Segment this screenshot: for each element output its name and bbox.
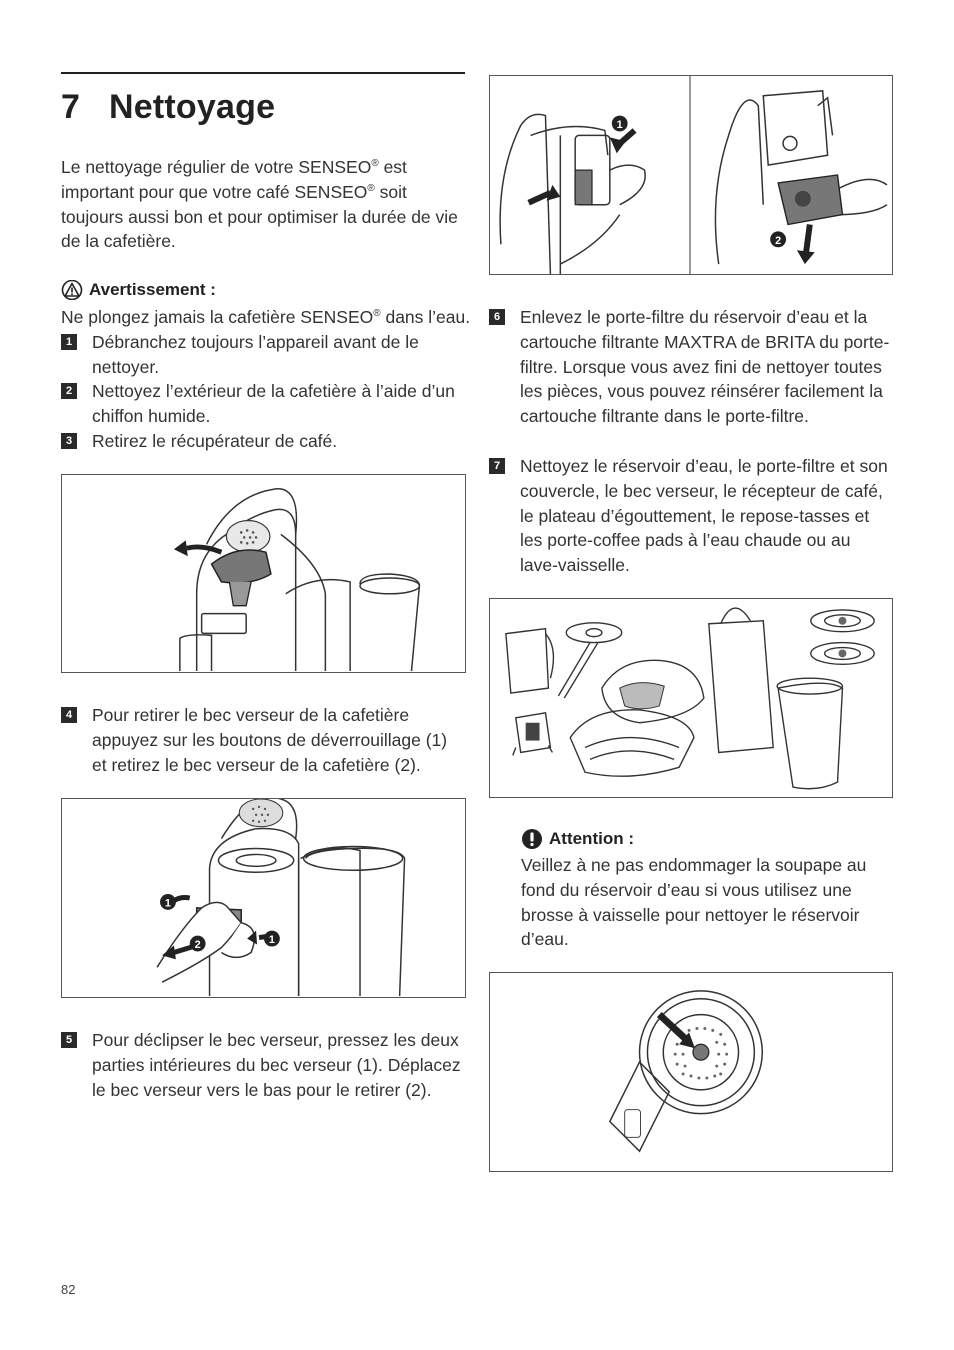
callout-2: [190, 936, 206, 952]
warning-label: Avertissement :: [89, 280, 216, 299]
step-4: [61, 703, 466, 777]
attention-text: Veillez à ne pas endommager la soupape au fond du réservoir d’eau si vous utilisez une brosse à vaisselle pour nettoyer le réservoir d’eau.: [521, 855, 867, 950]
section-title: [61, 88, 275, 127]
warning-triangle-icon: [61, 280, 83, 300]
section-title-text: Nettoyage: [109, 88, 276, 126]
step-text: Enlevez le porte-filtre du réservoir d’eau et la cartouche filtrante MAXTRA de BRITA du porte-filtre. Lorsque vous avez fini de nettoyer toutes les pièces, vous pouvez réinsérer facilement la cartouche filtrante dans le porte-filtre.: [520, 307, 890, 427]
page-number: 82: [61, 1282, 76, 1297]
exclamation-icon: [521, 828, 543, 850]
removable-parts-illustration: [490, 599, 892, 797]
step-number: 6: [489, 309, 505, 325]
figure-remove-spout: [61, 798, 466, 998]
svg-text:2: 2: [775, 234, 782, 247]
figure-removable-parts: [489, 598, 893, 798]
intro-paragraph: Le nettoyage régulier de votre SENSEO® est important pour que votre café SENSEO® soit toujours aussi bon et pour optimiser la durée de vie de la cafetière.: [61, 157, 458, 252]
step-7: [489, 454, 893, 578]
step-text: Nettoyez l’extérieur de la cafetière à l’aide d’un chiffon humide.: [92, 381, 455, 426]
tank-valve-illustration: [490, 973, 892, 1171]
warning-heading: [61, 280, 216, 300]
remove-spout-illustration: [62, 799, 465, 997]
section-number: 7: [61, 88, 81, 126]
svg-text:1: 1: [616, 118, 623, 131]
step-number: 7: [489, 458, 505, 474]
attention-label: Attention :: [549, 829, 634, 848]
figure-filter-holder: [489, 75, 893, 275]
callout-1b: [264, 931, 280, 947]
svg-text:1: 1: [268, 934, 275, 947]
step-1: [61, 330, 466, 380]
step-5: [61, 1028, 466, 1102]
step-number: 4: [61, 707, 77, 723]
step-text: Débranchez toujours l’appareil avant de le nettoyer.: [92, 332, 419, 377]
step-number: 2: [61, 383, 77, 399]
figure-coffee-collector: [61, 474, 466, 673]
step-number: 3: [61, 433, 77, 449]
figure-tank-valve: [489, 972, 893, 1172]
callout-2-right: [770, 231, 786, 247]
step-number: 5: [61, 1032, 77, 1048]
step-2: [61, 379, 466, 429]
svg-text:1: 1: [164, 897, 171, 910]
step-3: [61, 429, 466, 454]
warning-text: Ne plongez jamais la cafetière SENSEO® dans l’eau.: [61, 307, 471, 327]
step-text: Nettoyez le réservoir d’eau, le porte-filtre et son couvercle, le bec verseur, le récepteur de café, le plateau d’égouttement, le repose-tasses et les porte-coffee pads à l’eau chaude ou au lave-vaisselle.: [520, 456, 888, 576]
step-6: [489, 305, 893, 429]
step-text: Retirez le récupérateur de café.: [92, 431, 338, 451]
section-rule: [61, 72, 465, 74]
step-number: 1: [61, 334, 77, 350]
callout-1a: [160, 894, 176, 910]
coffee-collector-illustration: [62, 475, 465, 672]
svg-text:2: 2: [194, 938, 201, 951]
callout-1-left: [612, 116, 628, 132]
filter-holder-illustration: [490, 76, 892, 274]
step-text: Pour déclipser le bec verseur, pressez les deux parties intérieures du bec verseur (1). Déplacez le bec verseur vers le bas pour le retirer (2).: [92, 1030, 461, 1100]
step-text: Pour retirer le bec verseur de la cafetière appuyez sur les boutons de déverrouillage (1) et retirez le bec verseur de la cafetière (2).: [92, 705, 448, 775]
attention-heading: [521, 828, 634, 850]
